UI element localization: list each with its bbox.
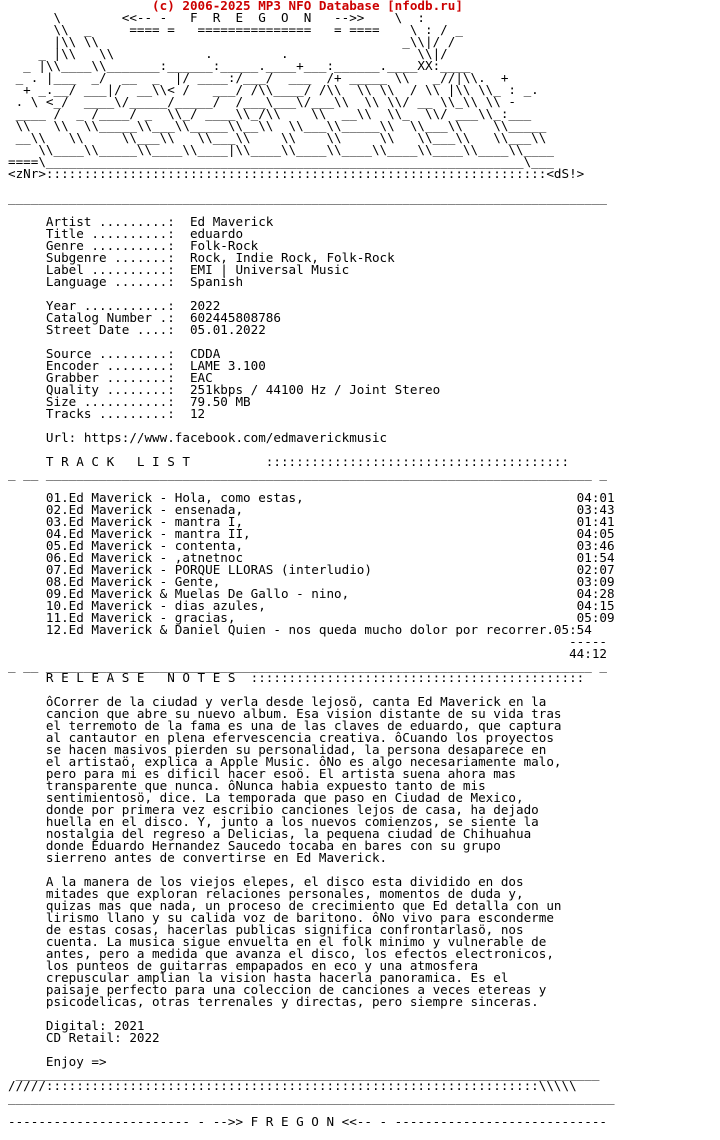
footer-line: /////:::::::::::::::::::::::::::::::::::::::::::::::::::::::::::::::::\\\\\ [8,1078,577,1093]
separator-line: _ __ ________________________________________________________________________ _ [8,658,607,673]
track-row: 11.Ed Maverick - gracias, 05:09 [8,610,615,625]
notes-line: cuenta. La musica sigue envuelta en el folk minimo y vulnerable de [8,934,547,949]
info-label: Label ..........: EMI | Universal Music [8,262,350,277]
enjoy-line: Enjoy => [8,1054,107,1069]
notes-line: transparente que nunca. ôNunca habia expuesto tanto de mis [8,778,486,793]
info-subgenre: Subgenre .......: Rock, Indie Rock, Folk-Rock [8,250,395,265]
info-quality: Quality ........: 251kbps / 44100 Hz / Joint Stereo [8,382,441,397]
track-row: 03.Ed Maverick - mantra I, 01:41 [8,514,615,529]
notes-line: crepuscular amplian la vision hasta hacerla panoramica. Es el [8,970,509,985]
notes-line: antes, pero a medida que avanza el disco, los efectos electronicos, [8,946,554,961]
total-time: 44:12 [8,646,607,661]
info-artist: Artist .........: Ed Maverick [8,214,274,229]
notes-line: paisaje perfecto para una coleccion de canciones a veces etereas y [8,982,547,997]
fregon-ascii-logo-line: . \ <_/ ____\/_____/_____/ /___\___\/___\\ \\ \\/ __ \\_\\ \\ - [8,94,516,109]
notes-line: el terremoto de la fama es una de las claves de eduardo, que captura [8,718,562,733]
track-row: 09.Ed Maverick & Muelas De Gallo - nino, 04:28 [8,586,615,601]
track-row: 04.Ed Maverick - mantra II, 04:05 [8,526,615,541]
fregon-ascii-logo-line: <zNr>::::::::::::::::::::::::::::::::::::::::::::::::::::::::::::::::::<dS!> [8,166,585,181]
release-date-cd: CD Retail: 2022 [8,1030,160,1045]
notes-line: mitades que exploran relaciones personales, momentos de duda y, [8,886,524,901]
footer-fregon-line: ------------------------ - -->> F R E G O N <<-- - ---------------------------- [8,1114,607,1129]
notes-line: sierreno antes de convertirse en Ed Maverick. [8,850,388,865]
track-row: 10.Ed Maverick - dias azules, 04:15 [8,598,615,613]
info-catalog-number: Catalog Number .: 602445808786 [8,310,281,325]
nfo-document [8,0,615,1128]
fregon-ascii-logo-line: ____ / _ /____/ _ \\_/ ____\\_/\\ \\ __\\ \\_ \\/ ___\\_:___ [8,106,532,121]
notes-line: donde Eduardo Hernandez Saucedo tocaba en bares con su grupo [8,838,501,853]
info-street-date: Street Date ....: 05.01.2022 [8,322,266,337]
fregon-ascii-logo-line: \ <<-- - F R E G O N -->> \ : [8,10,426,25]
info-genre: Genre ..........: Folk-Rock [8,238,259,253]
fregon-ascii-logo-line: _ |\\ \\ . . \\|/ [8,46,448,61]
separator-line: _ __ ________________________________________________________________________ _ [8,466,607,481]
fregon-ascii-logo-line: \\ _ ==== = =============== = ==== \ : / _ [8,22,463,37]
info-title: Title ..........: eduardo [8,226,244,241]
info-size: Size ...........: 79.50 MB [8,394,251,409]
total-separator: ----- [8,634,607,649]
tracklist-heading: T R A C K L I S T :::::::::::::::::::::::::::::::::::::::: [8,454,570,469]
fregon-ascii-logo-line: \\____\\_____\\____\\____|\\____\\____\\____\\____\\____\\____\\____ [8,142,554,157]
footer-line: _____________________________________________________________________________ [8,1066,600,1081]
track-row: 07.Ed Maverick - PORQUE LLORAS (interludio) 02:07 [8,562,615,577]
fregon-ascii-logo-line: + _.__/ ___|/ __\\< / ___/ /\\____/ /\\ \\ \\ / \\ |\\ \\_ : _. [8,82,539,97]
notes-line: el artistaö, explica a Apple Music. ôNo es algo necesariamente malo, [8,754,562,769]
notes-line: A la manera de los viejos elepes, el disco esta dividido en dos [8,874,524,889]
notes-line: quizas mas que nada, un proceso de crecimiento que Ed detalla con un [8,898,562,913]
release-notes-heading: R E L E A S E N O T E S :::::::::::::::::::::::::::::::::::::::::::: [8,670,585,685]
info-grabber: Grabber ........: EAC [8,370,213,385]
info-year: Year ...........: 2022 [8,298,221,313]
info-tracks: Tracks .........: 12 [8,406,206,421]
notes-line: sentimientosö, dice. La temporada que paso en Ciudad de Mexico, [8,790,524,805]
track-row: 01.Ed Maverick - Hola, como estas, 04:01 [8,490,615,505]
notes-line: huella en el disco. Y, junto a los nuevos comienzos, se siente la [8,814,539,829]
fregon-ascii-logo-line: __\\ \\ \\___\\ \\___\\ \\ \\ \\ \\___\\ \\___\\ [8,130,547,145]
info-language: Language .......: Spanish [8,274,244,289]
nfodb-header: (c) 2006-2025 MP3 NFO Database [nfodb.ru] [8,0,463,13]
track-row: 06.Ed Maverick - ,atnetnoc 01:54 [8,550,615,565]
notes-line: al cantautor en plena efervescencia creativa. ôCuando los proyectos [8,730,554,745]
notes-line: psicodelicas, otras terrenales y directas, pero siempre sinceras. [8,994,539,1009]
separator-line: _______________________________________________________________________________ [8,190,607,205]
notes-line: los punteos de guitarras empapados en eco y una atmosfera [8,958,479,973]
info-source: Source .........: CDDA [8,346,221,361]
notes-line: donde por primera vez escribio canciones lejos de casa, ha dejado [8,802,539,817]
fregon-ascii-logo-line: _ . |___ _/ __ _ |/ ____:/___/ ___ /+ _____ \\ _//|\\. + [8,70,509,85]
notes-line: lirismo llano y su calida voz de baritono. ôNo vivo para esconderme [8,910,554,925]
footer-line: ________________________________________________________________________________ [8,1090,615,1105]
notes-line: cancion que abre su nuevo album. Esa vision distante de su vida tras [8,706,562,721]
fregon-ascii-logo-line: \\ \\ \\_____\\___\\_____\\__\\ \\___\\_____\\ \\___\\ \\_____ [8,118,547,133]
notes-line: ôCorrer de la ciudad y verla desde lejosö, canta Ed Maverick en la [8,694,547,709]
fregon-ascii-logo-line: _ |\\____\\_______:______:_____.____+___:______.____XX:____ [8,58,471,73]
track-row: 12.Ed Maverick & Daniel Quien - nos queda mucho dolor por recorrer.05:54 [8,622,592,637]
fregon-ascii-logo-line: ====\_______________________________________________________________\___ [8,154,554,169]
info-encoder: Encoder ........: LAME 3.100 [8,358,266,373]
notes-line: se hacen masivos pierden su personalidad, la persona desaparece en [8,742,547,757]
notes-line: pero para mi es dificil hacer esoö. El artista suena ahora mas [8,766,516,781]
track-row: 02.Ed Maverick - ensenada, 03:43 [8,502,615,517]
track-row: 05.Ed Maverick - contenta, 03:46 [8,538,615,553]
notes-line: de estas cosas, hacerlas publicas significa confrontarlasö, nos [8,922,524,937]
notes-line: nostalgia del regreso a Delicias, la pequena ciudad de Chihuahua [8,826,532,841]
fregon-ascii-logo-line: |\\ \\ _\\|/ / [8,34,456,49]
release-date-digital: Digital: 2021 [8,1018,145,1033]
info-url: Url: https://www.facebook.com/edmaverickmusic [8,430,388,445]
track-row: 08.Ed Maverick - Gente, 03:09 [8,574,615,589]
